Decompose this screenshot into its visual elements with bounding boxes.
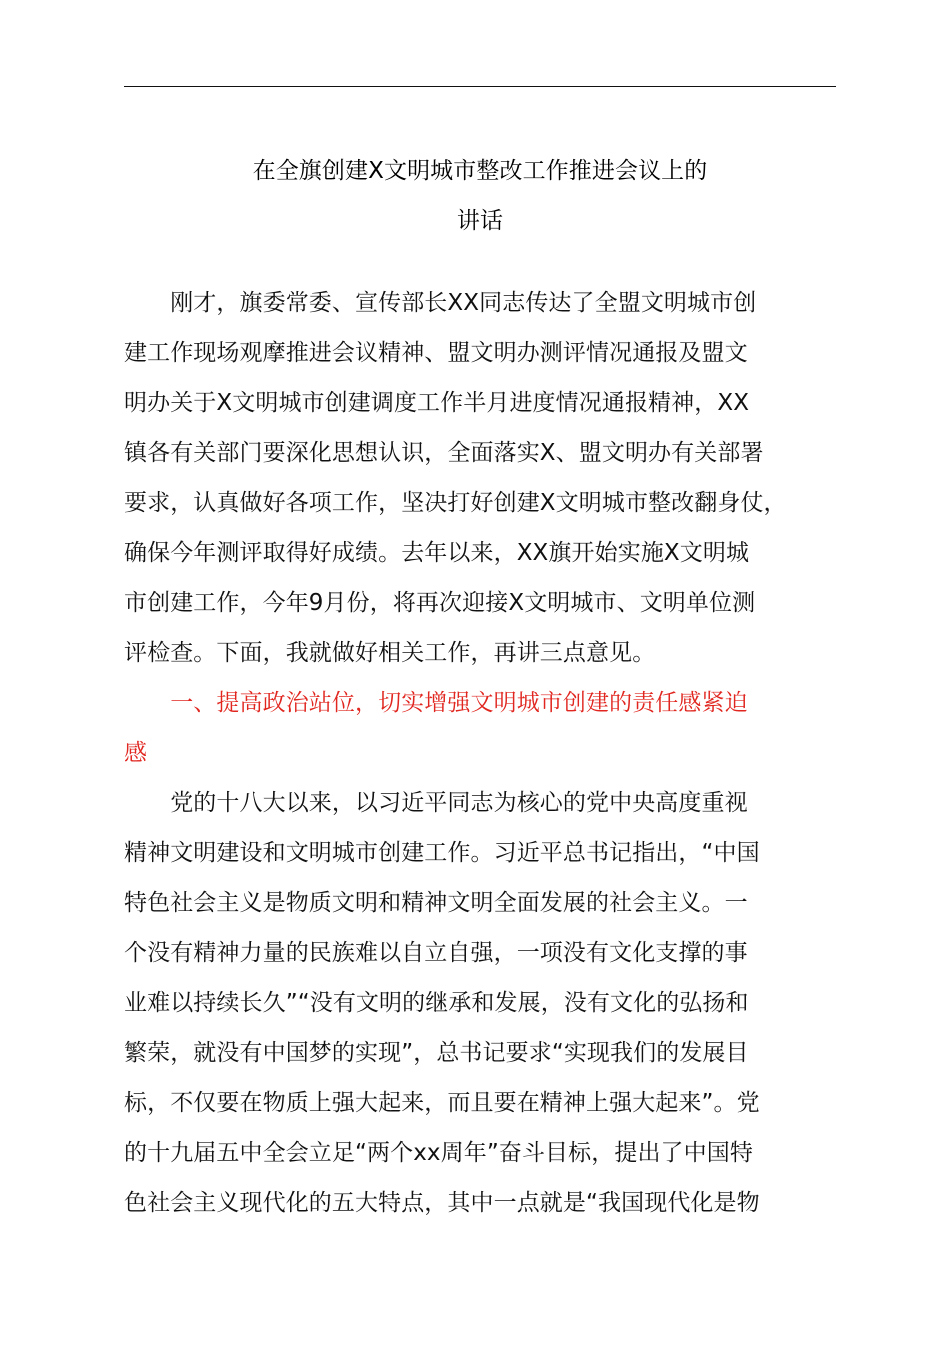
- text-line: 个没有精神力量的民族难以自立自强，一项没有文化支撑的事: [124, 940, 748, 966]
- document-title: [110, 146, 850, 246]
- text-line: 市创建工作，今年9月份，将再次迎接X文明城市、文明单位测: [124, 590, 756, 616]
- text-line: 要求，认真做好各项工作，坚决打好创建X文明城市整改翻身仗，: [124, 490, 787, 516]
- text-line: 精神文明建设和文明城市创建工作。习近平总书记指出，“中国: [124, 840, 760, 866]
- text-line: 确保今年测评取得好成绩。去年以来，XX旗开始实施X文明城: [124, 540, 750, 566]
- text-line: 刚才，旗委常委、宣传部长XX同志传达了全盟文明城市创: [124, 290, 757, 316]
- text-line: 明办关于X文明城市创建调度工作半月进度情况通报精神，XX: [124, 390, 750, 416]
- paragraph-section-1: [124, 778, 839, 1228]
- text-line: 特色社会主义是物质文明和精神文明全面发展的社会主义。一: [124, 890, 748, 916]
- text-line: 色社会主义现代化的五大特点，其中一点就是“我国现代化是物: [124, 1190, 760, 1216]
- title-line: 在全旗创建X文明城市整改工作推进会议上的: [252, 158, 708, 184]
- text-line: 标，不仅要在物质上强大起来，而且要在精神上强大起来”。党: [124, 1090, 760, 1116]
- text-line: 业难以持续长久”“没有文明的继承和发展，没有文化的弘扬和: [124, 990, 749, 1016]
- section-heading-1: [124, 678, 839, 778]
- text-line: 评检查。下面，我就做好相关工作，再讲三点意见。: [124, 640, 656, 666]
- text-line: 繁荣，就没有中国梦的实现”，总书记要求“实现我们的发展目: [124, 1040, 749, 1066]
- document-body: [124, 278, 839, 1228]
- text-line: 党的十八大以来，以习近平同志为核心的党中央高度重视: [124, 790, 748, 816]
- header-rule: [124, 86, 836, 87]
- text-line: 的十九届五中全会立足“两个xx周年”奋斗目标，提出了中国特: [124, 1140, 753, 1166]
- paragraph-intro: [124, 278, 839, 678]
- heading-line: 感: [124, 740, 148, 766]
- text-line: 镇各有关部门要深化思想认识，全面落实X、盟文明办有关部署: [124, 440, 764, 466]
- title-line: 讲话: [456, 208, 504, 234]
- text-line: 建工作现场观摩推进会议精神、盟文明办测评情况通报及盟文: [124, 340, 748, 366]
- heading-line: 一、提高政治站位，切实增强文明城市创建的责任感紧迫: [124, 690, 748, 716]
